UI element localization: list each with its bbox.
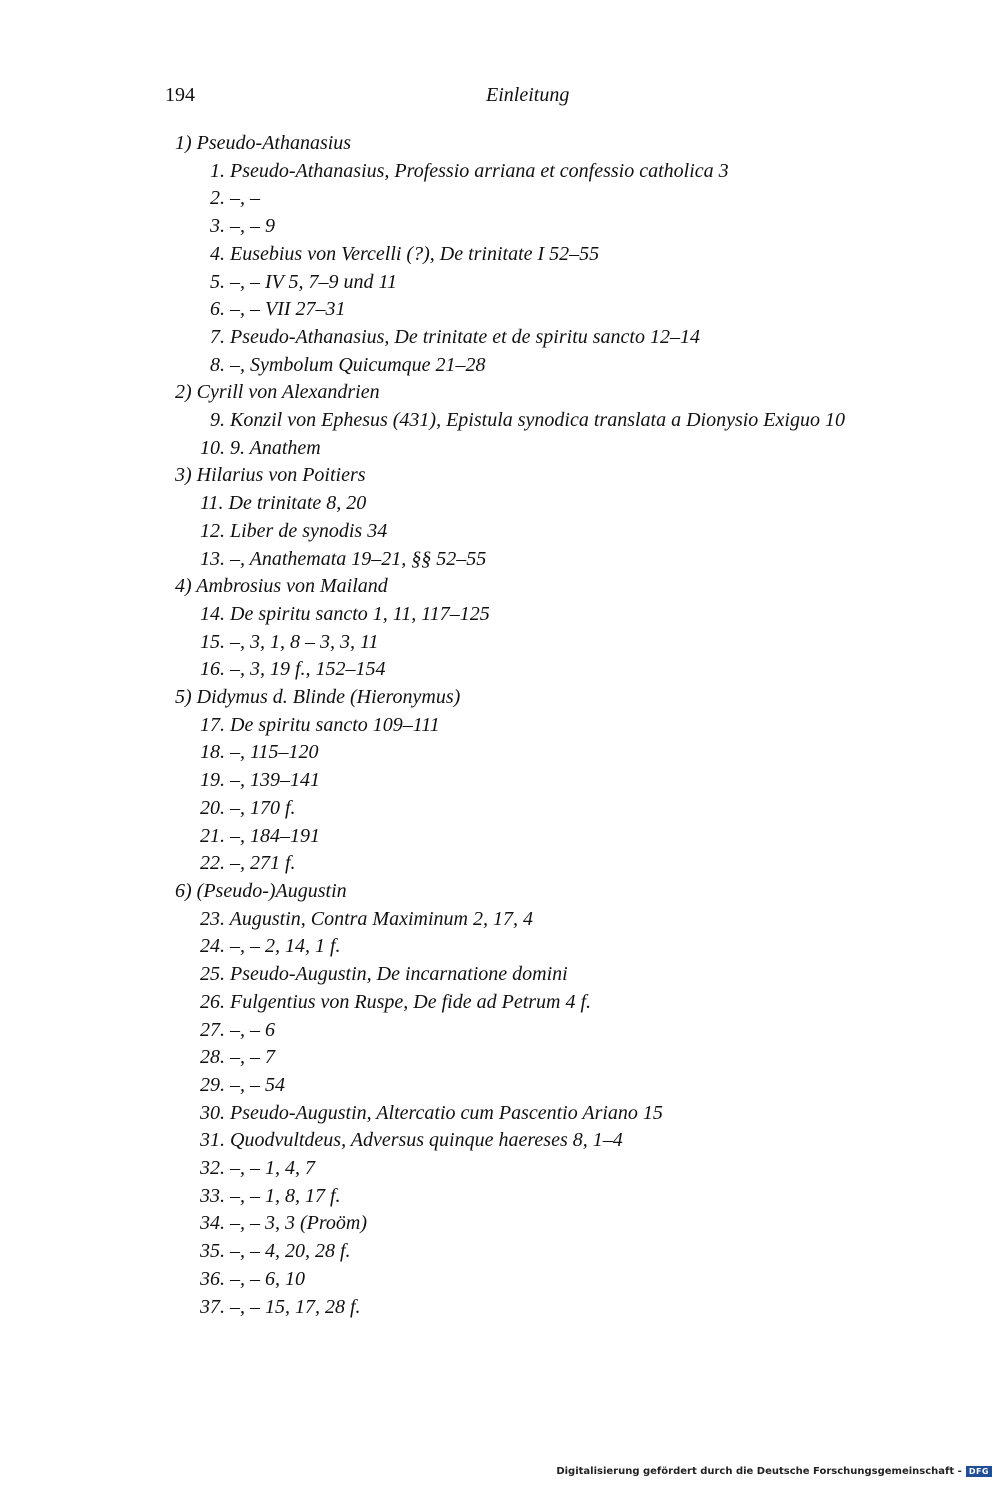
list-item: 25. Pseudo-Augustin, De incarnatione domini [200,963,568,986]
list-item: 20. –, 170 f. [200,796,296,819]
list-item: 7. Pseudo-Athanasius, De trinitate et de spiritu sancto 12–14 [210,325,700,348]
list-item: 2. –, – [210,187,260,210]
dfg-logo: DFG [966,1466,992,1477]
source-list [0,130,1000,1321]
list-item: 10. 9. Anathem [200,436,321,459]
list-item: 12. Liber de synodis 34 [200,519,388,542]
list-item: 5. –, – IV 5, 7–9 und 11 [210,270,398,293]
list-item: 1. Pseudo-Athanasius, Professio arriana et confessio catholica 3 [210,159,729,182]
group-heading: 6) (Pseudo-)Augustin [175,879,347,902]
list-item: 6. –, – VII 27–31 [210,298,346,321]
list-item: 32. –, – 1, 4, 7 [200,1157,315,1180]
list-item: 24. –, – 2, 14, 1 f. [200,935,341,958]
list-item: 8. –, Symbolum Quicumque 21–28 [210,353,486,376]
group-heading: 3) Hilarius von Poitiers [175,464,366,487]
list-item: 29. –, – 54 [200,1073,285,1096]
group-heading: 4) Ambrosius von Mailand [175,575,388,598]
list-item: 27. –, – 6 [200,1018,275,1041]
list-item: 37. –, – 15, 17, 28 f. [200,1295,361,1318]
list-item: 4. Eusebius von Vercelli (?), De trinitate I 52–55 [210,242,600,265]
list-item: 23. Augustin, Contra Maximinum 2, 17, 4 [200,907,533,930]
list-item: 3. –, – 9 [210,215,275,238]
group-heading: 1) Pseudo-Athanasius [175,132,352,154]
digitization-footer [556,1466,992,1477]
group-heading: 5) Didymus d. Blinde (Hieronymus) [175,686,461,709]
list-item: 34. –, – 3, 3 (Proöm) [200,1212,368,1235]
list-item: 14. De spiritu sancto 1, 11, 117–125 [200,602,490,625]
list-item: 11. De trinitate 8, 20 [200,492,367,515]
list-item: 31. Quodvultdeus, Adversus quinque haereses 8, 1–4 [200,1129,623,1152]
list-item: 30. Pseudo-Augustin, Altercatio cum Pascentio Ariano 15 [200,1101,663,1124]
list-item: 28. –, – 7 [200,1046,275,1069]
list-item: 19. –, 139–141 [200,769,320,792]
list-item: 35. –, – 4, 20, 28 f. [200,1240,351,1263]
list-item: 21. –, 184–191 [200,824,320,847]
list-item: 13. –, Anathemata 19–21, §§ 52–55 [200,547,487,570]
list-item: 15. –, 3, 1, 8 – 3, 3, 11 [200,630,379,653]
running-title: Einleitung [486,84,570,106]
page-number: 194 [165,84,195,106]
list-item: 36. –, – 6, 10 [200,1267,305,1290]
footer-text: Digitalisierung gefördert durch die Deutsche Forschungsgemeinschaft - [556,1466,962,1477]
list-item: 26. Fulgentius von Ruspe, De fide ad Petrum 4 f. [200,990,592,1013]
list-item: 33. –, – 1, 8, 17 f. [200,1184,341,1207]
group-heading: 2) Cyrill von Alexandrien [175,381,380,404]
list-item: 22. –, 271 f. [200,852,296,875]
list-item: 17. De spiritu sancto 109–111 [200,713,440,736]
list-item: 9. Konzil von Ephesus (431), Epistula synodica translata a Dionysio Exiguo 10 [210,409,845,432]
list-item: 18. –, 115–120 [200,741,319,764]
list-item: 16. –, 3, 19 f., 152–154 [200,658,386,681]
